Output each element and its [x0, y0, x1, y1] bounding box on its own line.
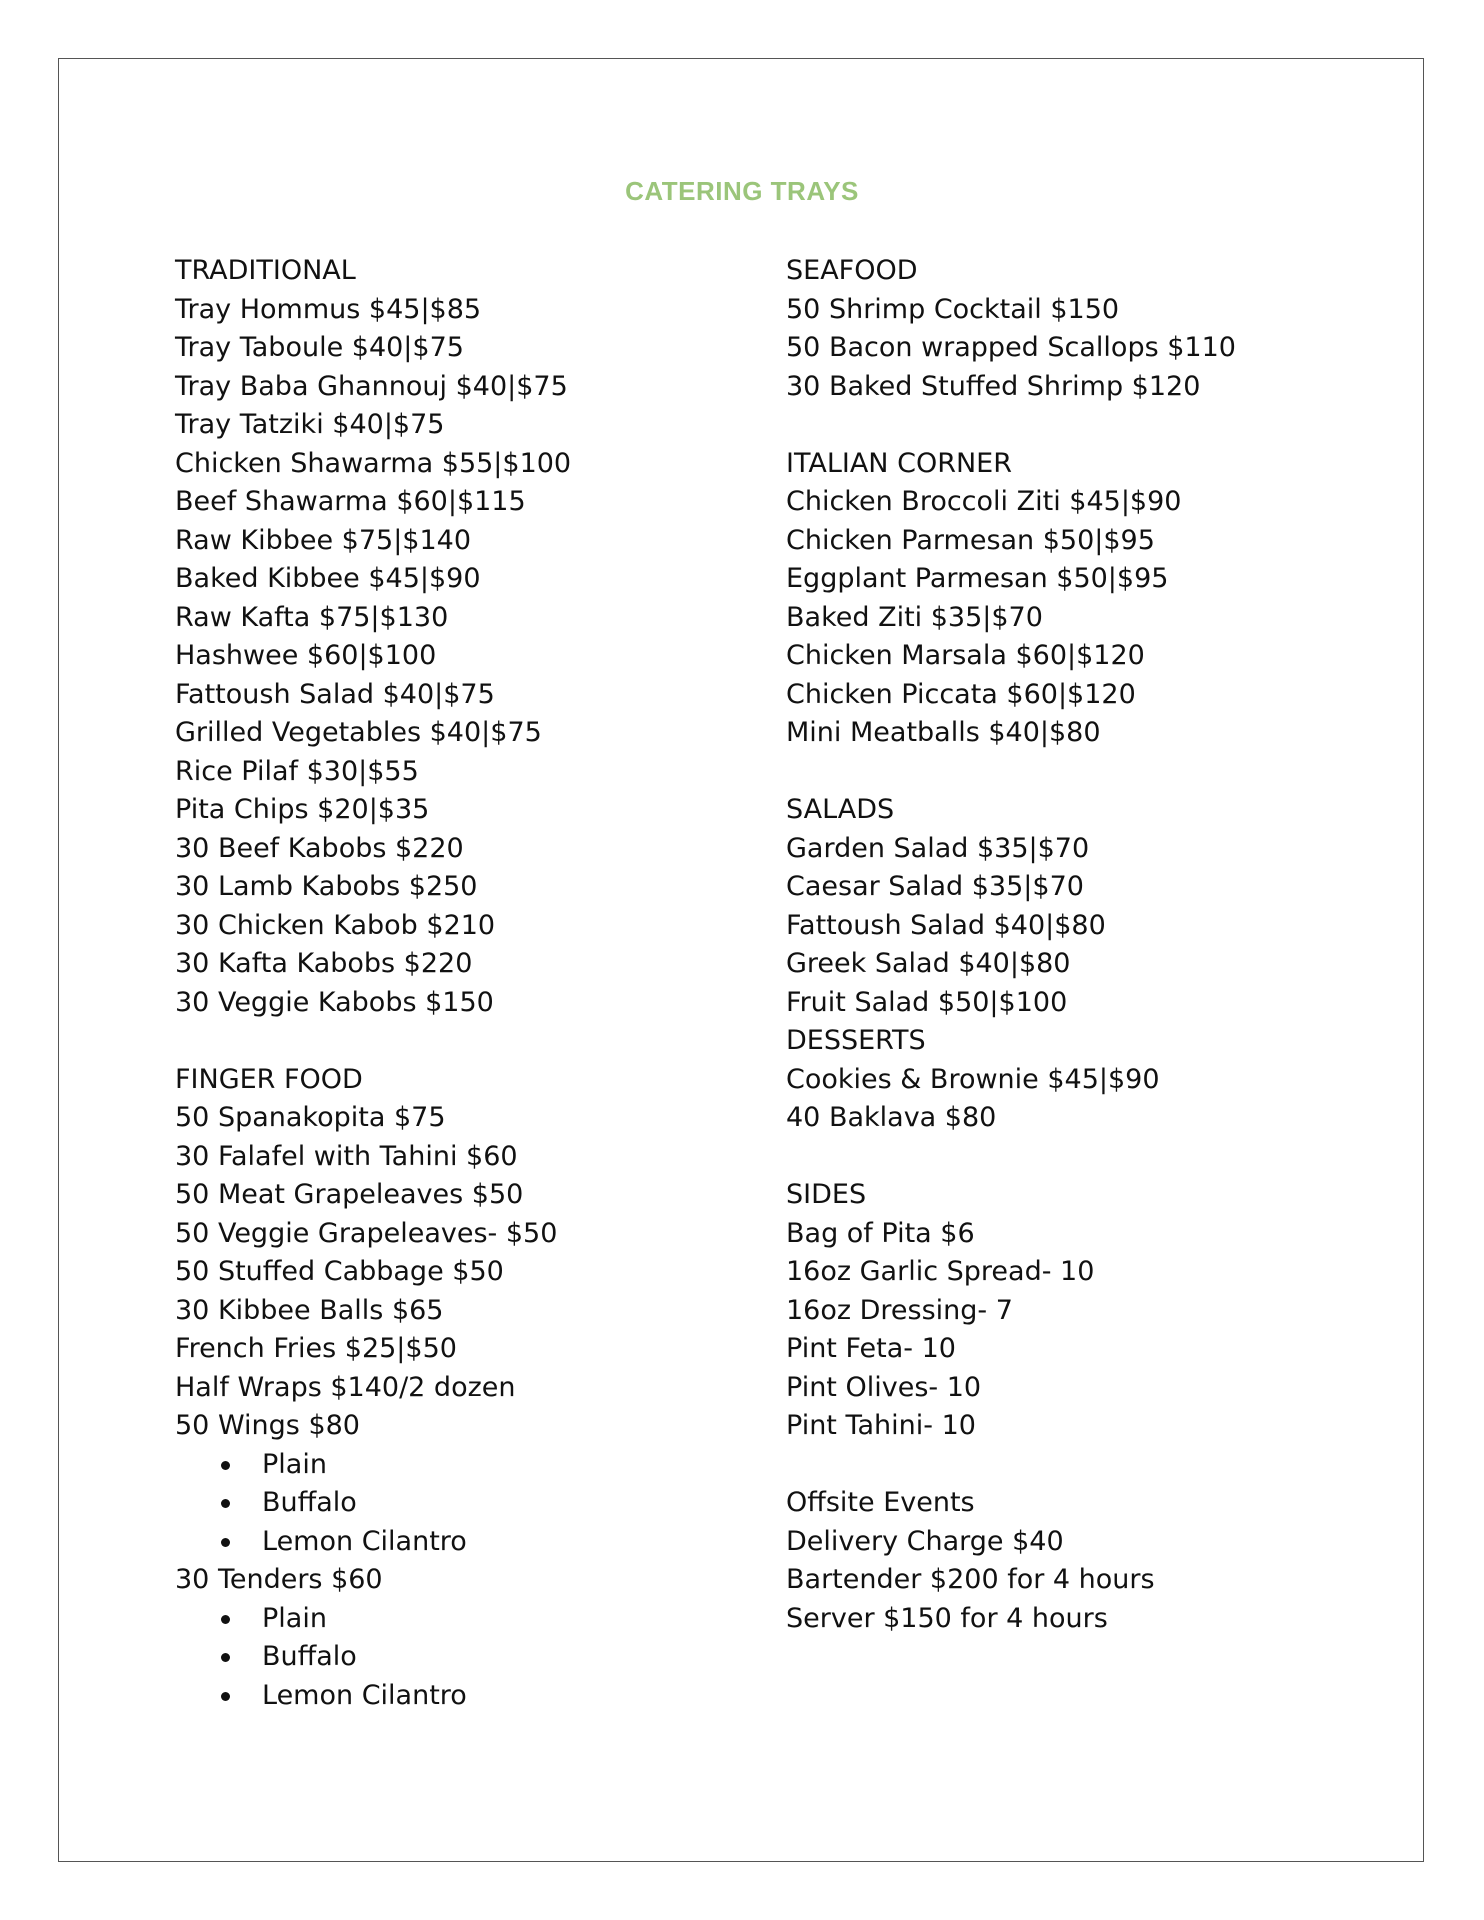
menu-item: 16oz Garlic Spread- 10	[786, 1256, 1095, 1287]
wings-option	[175, 1446, 775, 1485]
section-heading-salads: SALADS	[786, 794, 895, 825]
menu-item: Delivery Charge $40	[786, 1525, 1064, 1557]
menu-item: Beef Shawarma $60|$115	[175, 486, 526, 517]
menu-item: Pita Chips $20|$35	[175, 794, 430, 825]
menu-item: Chicken Piccata $60|$120	[786, 678, 1136, 710]
bullet-icon	[221, 1692, 230, 1701]
spacer	[786, 1446, 1346, 1485]
menu-item: Hashwee $60|$100	[175, 640, 437, 671]
menu-item: 30 Kibbee Balls $65	[175, 1294, 444, 1326]
wings-option-label: Plain	[262, 1448, 327, 1480]
menu-item: Tray Baba Ghannouj $40|$75	[175, 370, 568, 402]
menu-item: Chicken Marsala $60|$120	[786, 640, 1145, 671]
menu-item: Tray Taboule $40|$75	[175, 332, 464, 363]
menu-item: 40 Baklava $80	[786, 1102, 997, 1133]
menu-item: Grilled Vegetables $40|$75	[175, 717, 542, 748]
menu-item: 30 Beef Kabobs $220	[175, 832, 464, 864]
menu-item: Caesar Salad $35|$70	[786, 871, 1084, 902]
menu-item: Pint Feta- 10	[786, 1333, 956, 1364]
menu-item-wings: 50 Wings $80	[175, 1410, 360, 1441]
menu-item: 50 Spanakopita $75	[175, 1102, 446, 1133]
menu-item: Fattoush Salad $40|$75	[175, 678, 495, 710]
menu-item: French Fries $25|$50	[175, 1333, 457, 1364]
section-heading-desserts: DESSERTS	[786, 1025, 926, 1056]
tenders-option-label: Plain	[262, 1602, 327, 1634]
menu-item: 30 Falafel with Tahini $60	[175, 1140, 518, 1172]
menu-item: Half Wraps $140/2 dozen	[175, 1371, 516, 1403]
menu-item: Chicken Broccoli Ziti $45|$90	[786, 486, 1182, 517]
menu-item: Bag of Pita $6	[786, 1217, 975, 1249]
bullet-icon	[221, 1653, 230, 1662]
section-heading-traditional: TRADITIONAL	[175, 255, 356, 286]
spacer	[175, 1022, 775, 1061]
page-title: CATERING TRAYS	[625, 176, 859, 206]
menu-item: Bartender $200 for 4 hours	[786, 1564, 1155, 1595]
menu-item: Tray Tatziki $40|$75	[175, 409, 445, 440]
menu-item: Greek Salad $40|$80	[786, 948, 1071, 979]
menu-item: 30 Chicken Kabob $210	[175, 909, 496, 941]
tenders-option-label: Buffalo	[262, 1641, 357, 1672]
menu-item: 50 Stuffed Cabbage $50	[175, 1256, 504, 1287]
menu-item: Chicken Shawarma $55|$100	[175, 447, 572, 479]
section-heading-finger-food: FINGER FOOD	[175, 1063, 363, 1095]
menu-item: Raw Kafta $75|$130	[175, 601, 449, 633]
bullet-icon	[221, 1615, 230, 1624]
spacer	[786, 406, 1346, 445]
menu-item: Raw Kibbee $75|$140	[175, 524, 472, 556]
spacer	[786, 1138, 1346, 1177]
spacer	[786, 753, 1346, 792]
menu-item: Baked Kibbee $45|$90	[175, 563, 481, 594]
menu-item: Tray Hommus $45|$85	[175, 293, 482, 325]
menu-item: 50 Shrimp Cocktail $150	[786, 293, 1120, 325]
tenders-option	[175, 1677, 775, 1716]
menu-item: Rice Pilaf $30|$55	[175, 755, 419, 787]
tenders-option	[175, 1600, 775, 1639]
menu-item: Pint Olives- 10	[786, 1371, 982, 1403]
menu-item: Mini Meatballs $40|$80	[786, 717, 1101, 748]
menu-item-tenders: 30 Tenders $60	[175, 1564, 383, 1595]
menu-item: 16oz Dressing- 7	[786, 1294, 1013, 1326]
wings-option-label: Lemon Cilantro	[262, 1525, 467, 1557]
wings-option	[175, 1484, 775, 1523]
menu-item: Garden Salad $35|$70	[786, 832, 1090, 864]
menu-item: 30 Kafta Kabobs $220	[175, 948, 473, 979]
tenders-option	[175, 1638, 775, 1677]
section-heading-seafood: SEAFOOD	[786, 255, 918, 286]
menu-item: 50 Veggie Grapeleaves- $50	[175, 1217, 558, 1249]
tenders-option-label: Lemon Cilantro	[262, 1679, 467, 1711]
bullet-icon	[221, 1499, 230, 1508]
menu-item: Baked Ziti $35|$70	[786, 601, 1043, 633]
menu-item: Eggplant Parmesan $50|$95	[786, 563, 1169, 594]
menu-item: 50 Meat Grapeleaves $50	[175, 1179, 524, 1210]
menu-item: Cookies & Brownie $45|$90	[786, 1063, 1160, 1095]
menu-item: Pint Tahini- 10	[786, 1410, 976, 1441]
wings-option-label: Buffalo	[262, 1487, 357, 1518]
menu-item: Server $150 for 4 hours	[786, 1602, 1108, 1634]
menu-item: 30 Baked Stuffed Shrimp $120	[786, 370, 1201, 402]
menu-item: Fattoush Salad $40|$80	[786, 909, 1106, 941]
menu-item: 50 Bacon wrapped Scallops $110	[786, 332, 1236, 363]
section-heading-offsite-events: Offsite Events	[786, 1487, 975, 1518]
menu-item: Fruit Salad $50|$100	[786, 986, 1068, 1018]
left-column	[175, 252, 775, 1715]
section-heading-sides: SIDES	[786, 1179, 867, 1210]
menu-item: Chicken Parmesan $50|$95	[786, 524, 1155, 556]
menu-item: 30 Veggie Kabobs $150	[175, 986, 494, 1018]
wings-option	[175, 1523, 775, 1562]
bullet-icon	[221, 1461, 230, 1470]
section-heading-italian-corner: ITALIAN CORNER	[786, 447, 1012, 479]
menu-item: 30 Lamb Kabobs $250	[175, 871, 478, 902]
right-column	[786, 252, 1346, 1638]
bullet-icon	[221, 1538, 230, 1547]
